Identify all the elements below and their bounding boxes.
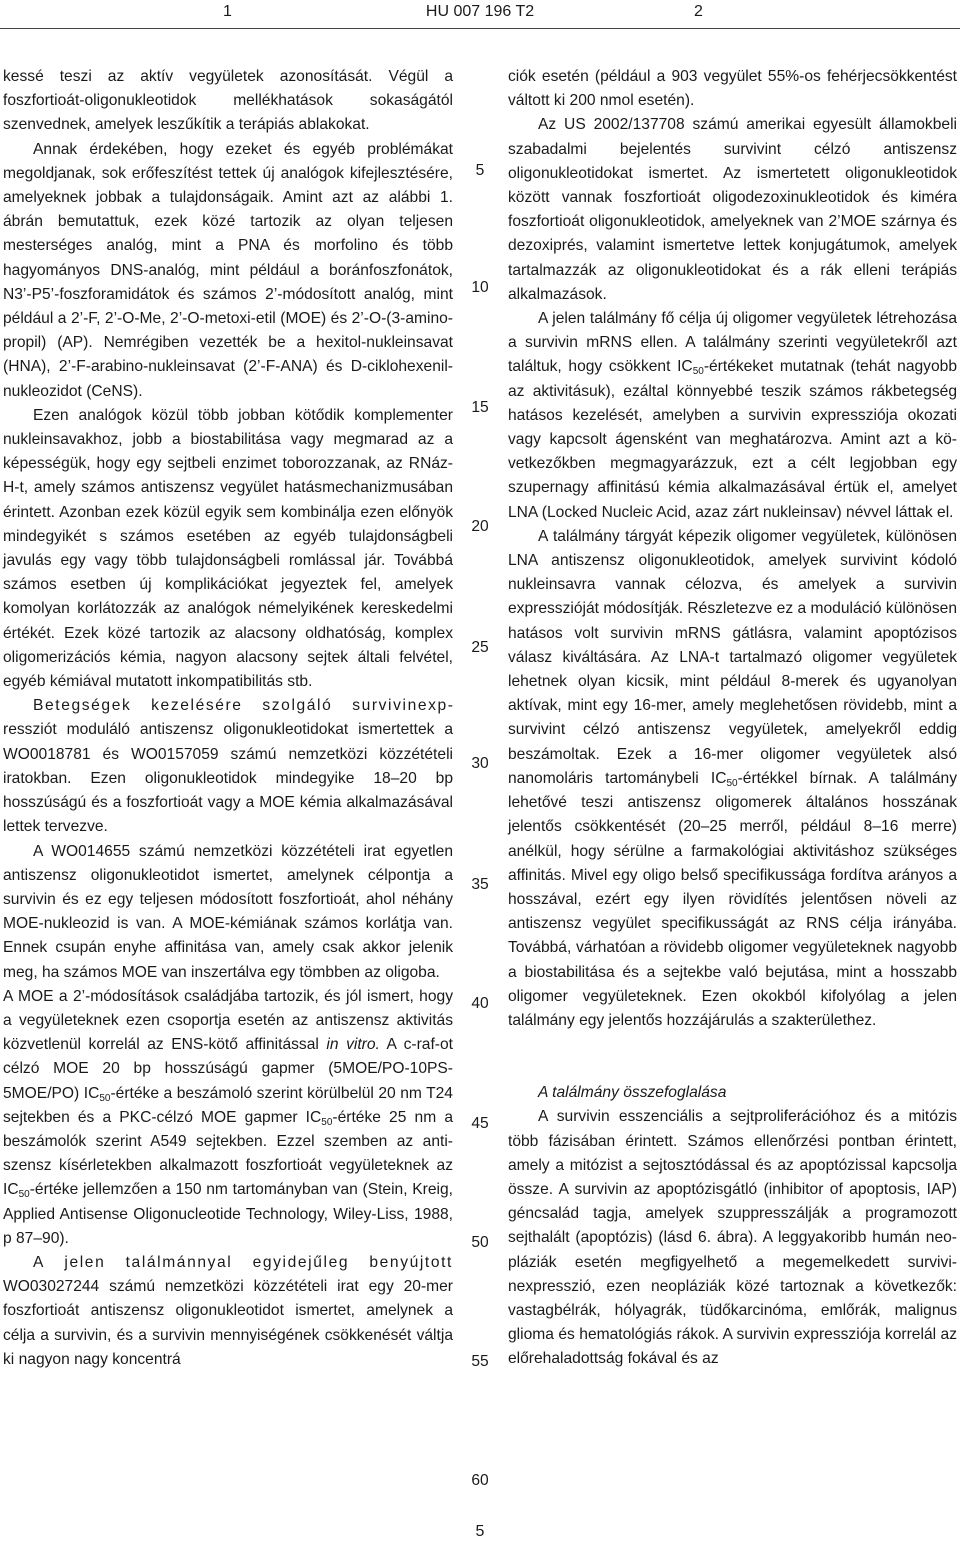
page-footer-number: 5 [475,1523,485,1540]
subscript: 50 [321,1116,333,1128]
text-run: WO03027244 számú nemzetközi közzétételi irat egy 20-mer foszfortioát antiszensz oligonukleotidot ismertet, amelynek a célja a survivin, és a survivin mennyiségének csökkenését váltja ki nagyon nagy koncentrá [3,1278,453,1368]
italic-text: in vitro. [326,1036,380,1054]
paragraph: A survivin esszenciális a sejtproliferációhoz és a mitózis több fázisában érintett. Számos ellenőrzési pontban érintett, amely a mitózist a sejtosztódással és az apoptózissal kapcsolja össze. A survivin az apoptózisgátló (inhibitor of apoptosis, IAP) géncsalád tagja, amelyek szuppresszálják a programozott sejthalált (apoptózis) (lásd 6. ábra). A leggyakoribb humán neopláziák esetén megfigyelhető a megemelkedett survivinexpresszió, ezen neopláziák közé tartoznak a következők: vastagbélrák, hólyagrák, tüdőkarcinóma, emlőrák, malignus glioma és hematológiás rákok. A survivin expressziója korrelál az előrehaladottság fokával és az [508,1108,957,1368]
line-number: 50 [471,1234,489,1251]
paragraph: Ezen analógok közül több jobban kötődik komplementer nukleinsavakhoz, jobb a biostabilitása vagy megmarad az a képességük, hogy egy sejtbeli enzimet toborozzanak, az RNáz-H-t, amely számos antiszensz vegyület hatásmechanizmusában érintett. Azonban ezek közül egyik sem kombinálja ezen előnyök mindegyikét s számos esetében az egyéb tulajdonságbeli javulás egy vagy több tulajdonságbeli romlással jár. Továbbá számos esetben új komplikációkat jegyeztek fel, amelyek komolyan korlátozzák az analógok némelyikének kereskedelmi értékét. Ezek közé tartozik az alacsony oldhatóság, komplex oligomerizációs kémia, nagyon alacsony sejtek általi felvétel, egyéb kémiával mutatott inkompatibilitás stb. [3,406,453,691]
line-number: 25 [471,639,489,656]
paragraph [3,694,453,839]
line-number: 15 [471,399,489,416]
subscript: 50 [692,366,704,378]
document-id: HU 007 196 T2 [425,3,535,20]
paragraph [3,985,453,1251]
text-run: -értékkel bírnak. A találmány lehetővé teszi antiszensz oligomerek általános hosszának jelentős csökkentését (20–25 merről, például 8–16 merre) anélkül, hogy sérülne a farmakológiai aktivitáshoz szükséges affinitás. Mivel egy oligo belső specifikussága fordítva arányos a hosszával, ezért egy ilyen rövidítés jelentősen növeli az antiszensz vegyület specifikusságát az RNS célja irányába. Továbbá, várhatóan a rövidebb oligomer vegyületeknek nagyobb a biostabilitása és a sejtekbe való bejutása, mint a hosszabb oligomer vegyületeknek. Ezen okokból kifolyólag a jelen találmány egy jelentős hozzájárulás a szakterülethez. [508,769,957,1029]
line-number: 5 [475,162,485,179]
subscript: 50 [99,1092,111,1104]
line-number: 20 [471,518,489,535]
text-run: A MOE a 2’-módosítások családjába tartozik, és jól ismert, hogy a vegyületeknek ezen csoportja esetén az antiszensz aktivitás közvetlenül korrelál az ENS-kötő affinitással [3,987,453,1054]
subscript: 50 [726,777,738,789]
paragraph: Annak érdekében, hogy ezeket és egyéb problémákat megoldjanak, sok erőfeszítést tettek új analógok kifejlesztésére, amelyeknek jobbak a tulajdonságaik. Amint azt az alábbi 1. ábrán bemutattuk, ezek közé tartozik az olyan teljesen mesterséges analóg, mint a PNA és morfolino és több hagyományos DNS-analóg, mint például a boránfoszfonátok, N3’-P5’-foszforamidátok és számos 2’-módosított analóg, mint például a 2’-F, 2’-O-Me, 2’-O-metoxi-etil (MOE) és 2’-O-(3-amino-propil) (AP). Nemrégiben vezették be a hexitol-nukleinsavat (HNA), 2’-F-arabino-nukleinsavat (2’-F-ANA) és D-ciklohexenil-nukleozidot (CeNS). [3,140,453,400]
left-page-number: 1 [223,3,232,20]
left-column [3,65,453,1372]
section-heading: A találmány összefoglalása [538,1084,727,1102]
paragraph [508,525,957,1033]
text-run: A jelen találmány fő célja új oligomer vegyületek létrehozása a survivin mRNS ellen. A találmány szerinti vegyületekről azt találtuk, hogy csökkent IC [508,310,957,376]
line-number: 55 [471,1353,489,1370]
paragraph: Az US 2002/137708 számú amerikai egyesült államokbeli szabadalmi bejelentés survivint célzó antiszensz oligonukleotidokat ismertet. Az ismertetett oligonukleotidok között vannak foszfortioát oligodezoxinukleotidok és kiméra foszfortioát oligonukleotidok, amelyeknek van 2’MOE szárnya és dezoxiprés, valamint ismertetve lettek konjugátumok, amelyek tartalmazzák az oligonukleotidokat és a rák elleni terápiás alkalmazások. [508,116,957,303]
text-run: ressziót moduláló antiszensz oligonukleotidokat ismertettek a WO0018781 és WO0157059 számú nemzetközi közzétételi iratokban. Ezen oligonukleotidok mindegyike 18–20 bp hosszúságú és a foszfortioát vagy a MOE kémia alkalmazásával lettek tervezve. [3,721,453,836]
line-number: 60 [471,1472,489,1489]
text-run: -értéke a beszámoló szerint körülbelül 20 nm T24 sejtekben és a PKC-célzó MOE gapmer IC [3,1084,453,1126]
spaced-text: A jelen találmánnyal egyidejűleg benyújtott [33,1253,453,1271]
paragraph [508,307,957,525]
line-numbers [460,0,500,1541]
paragraph: A WO014655 számú nemzetközi közzétételi irat egyetlen antiszensz oligonukleotidot ismertet, amelynek célpontja a survivin és ez egy teljesen módosított foszfortioát, ahol néhány MOE-nukleozid is van. A MOE-kémiának számos korlátja van. Ennek csupán enyhe affinitása van, amely csak akkor jelenik meg, ha számos MOE van inszertálva egy tömbben az oligoba. [3,842,453,981]
line-number: 30 [471,755,489,772]
paragraph [3,1251,453,1372]
text-run: -értéke jellemzően a 150 nm tartományban van (Stein, Kreig, Applied Antisense Oligonucleotide Technology, Wiley-Liss, 1988, p 87–90). [3,1181,453,1247]
paragraph: ciók esetén (például a 903 vegyület 55%-os fehérjecsökkentést váltott ki 200 nmol esetén). [508,68,957,110]
paragraph: kessé teszi az aktív vegyületek azonosítását. Végül a foszfortioát-oligonukleotidok mellékhatások sokaságától szenvednek, amelyek leszűkítik a terápiás ablakokat. [3,68,453,134]
text-run: A c-raf-ot célzó MOE 20 bp hosszúságú gapmer (5MOE/PO-10PS-5MOE/PO) IC [3,1036,454,1102]
text-run: A találmány tárgyát képezik oligomer vegyületek, különösen LNA antiszensz oligonukleotidok, amelyek survivint kódoló nukleinsavra vannak célozva, és amelyek a survivin expresszióját módosítják. Részletezve ez a moduláció különösen hatásos volt survivin mRNS gátlásra, valamint apoptózisos válasz kiváltására. Az LNA-t tartalmazó oligomer vegyületek lehetnek olyan kicsik, mint például 8-merek és ugyanolyan aktívak, mint egy 16-mer, amely meglehetősen rövidebb, mint a survivint célzó antiszensz vegyületek, amelyekről eddig beszámoltak. Ezek a 16-mer oligomer vegyületek alsó nanomoláris tartománybeli IC [508,527,957,787]
line-number: 35 [471,876,489,893]
right-page-number: 2 [694,3,703,20]
subscript: 50 [18,1189,30,1201]
text-run: -értékeket mutatnak (tehát nagyobb az aktivitásuk), ezáltal könnyebbé teszik számos rákbetegség hatásos kezelését, amelyben a survivin expressziója okozati vagy kapcsolt ágensként van meghatározva. Amint azt a következőkben megmagyarázzuk, ezt a célt legjobban egy szupernagy affinitású kémia alkalmazásával értük el, amelyet LNA (Locked Nucleic Acid, azaz zárt nukleinsav) névvel láttak el. [508,358,957,521]
line-number: 40 [471,995,489,1012]
line-number: 10 [471,279,489,296]
right-column [508,65,957,1372]
spaced-text: Betegségek kezelésére szolgáló survivinexp [33,697,453,715]
line-number: 45 [471,1115,489,1132]
text-run: -értéke 25 nm a beszámolók szerint A549 sejtekben. Ezzel szemben az antiszensz kísérletekben alkalmazott foszfortioát vegyületeknek az IC [3,1108,453,1199]
